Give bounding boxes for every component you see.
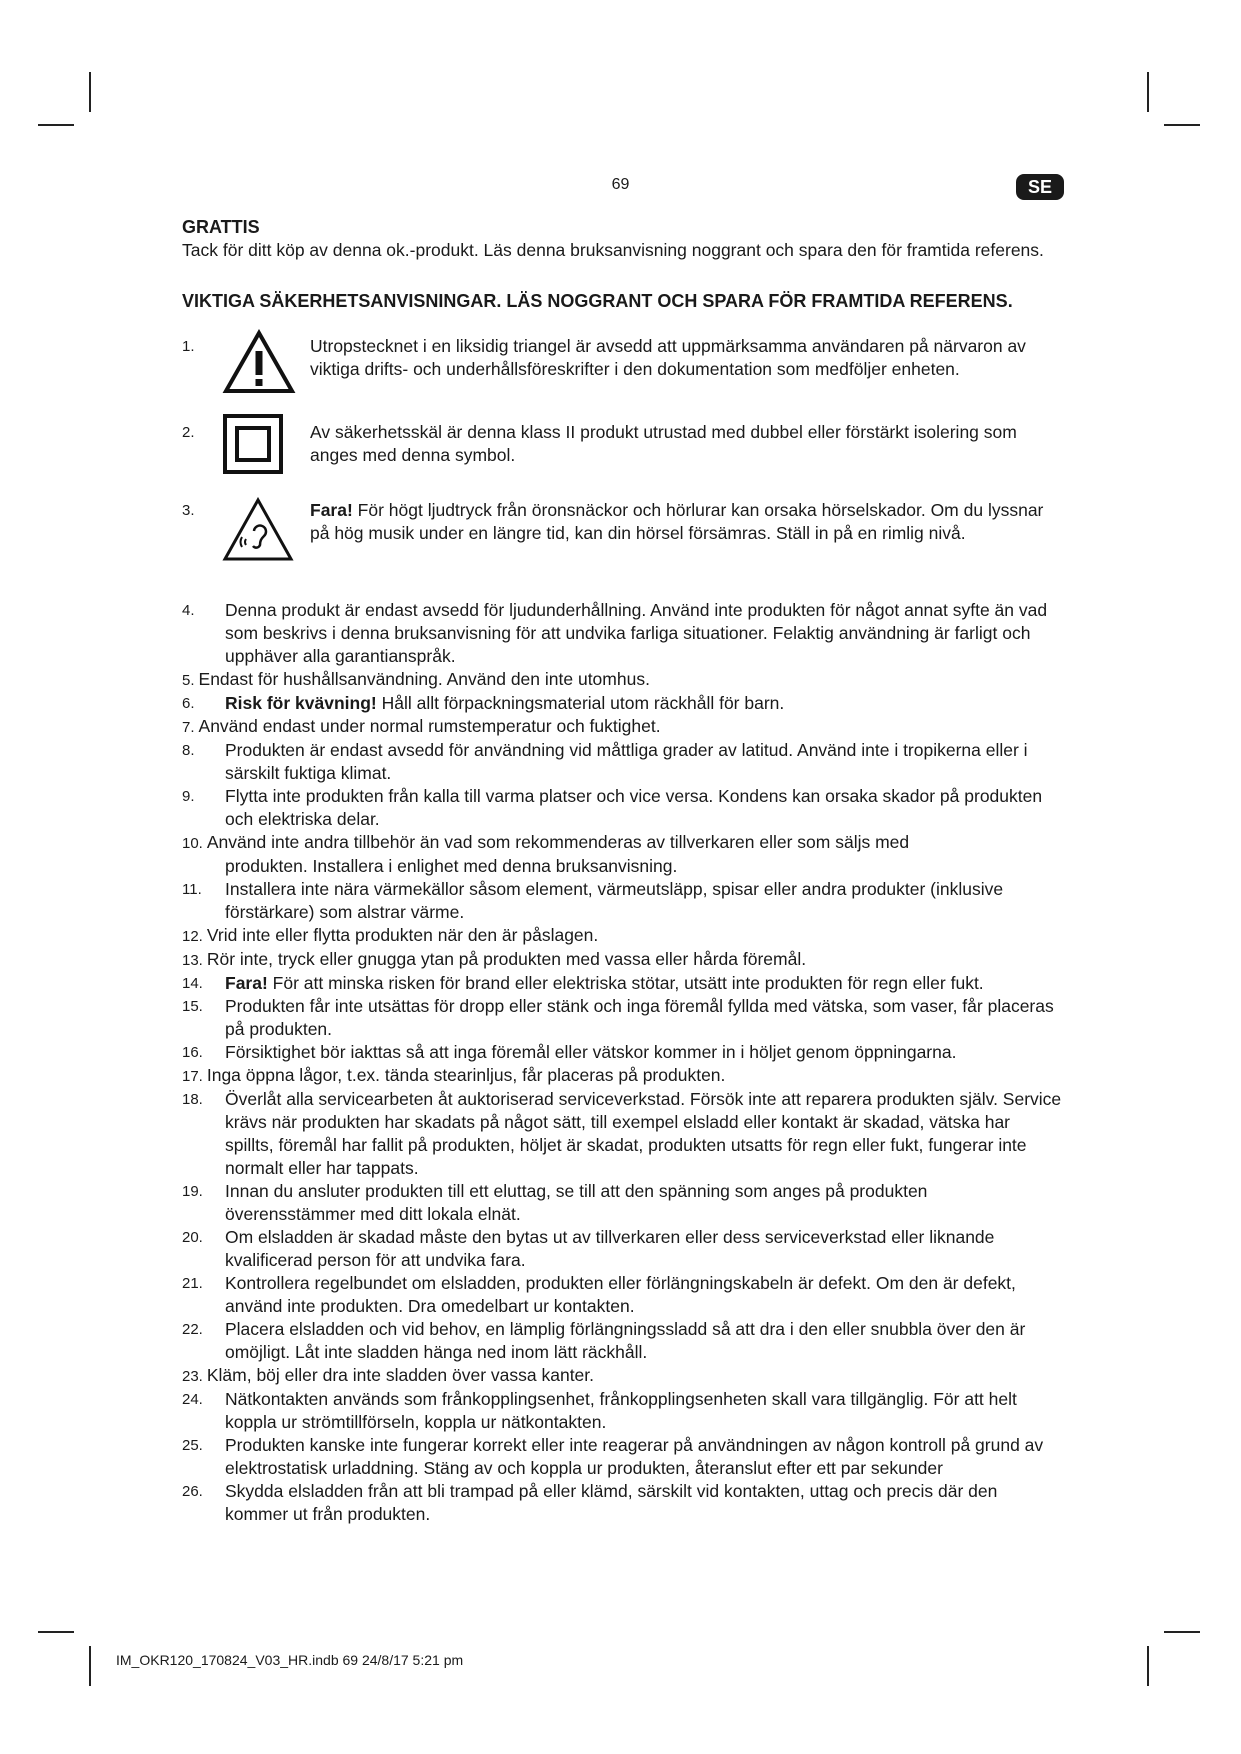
item-text: Håll allt förpackningsmaterial utom räckhåll för barn.	[376, 693, 785, 713]
item-text: Skydda elsladden från att bli trampad på eller klämd, särskilt vid kontakten, uttag och precis där den kommer ut från produkten.	[225, 1481, 998, 1524]
crop-mark	[1164, 124, 1200, 126]
list-item	[182, 1272, 1062, 1318]
item-number: 20.	[182, 1229, 203, 1246]
language-badge: SE	[1016, 174, 1064, 200]
item-text: För att minska risken för brand eller elektriska stötar, utsätt inte produkten för regn eller fukt.	[267, 973, 984, 993]
item-number: 2.	[182, 424, 195, 441]
list-item	[182, 1480, 1062, 1526]
item-number: 7.	[182, 719, 195, 736]
crop-mark	[38, 124, 74, 126]
item-text: Placera elsladden och vid behov, en lämplig förlängningssladd så att dra i den eller snubbla över den är omöjligt. Låt inte sladden hänga ned inom lätt räckhåll.	[225, 1319, 1026, 1362]
item-number: 1.	[182, 338, 195, 355]
crop-mark	[89, 72, 91, 112]
page-number: 69	[611, 176, 630, 193]
intro-title: GRATTIS	[182, 217, 260, 237]
item-number: 16.	[182, 1044, 203, 1061]
crop-mark	[89, 1646, 91, 1686]
list-item	[182, 972, 1062, 995]
item-text: För högt ljudtryck från öronsnäckor och hörlurar kan orsaka hörselskador. Om du lyssnar på hög musik under en längre tid, kan din hörsel försämras. Ställ in på en rimlig nivå.	[310, 500, 1044, 543]
item-number: 26.	[182, 1483, 203, 1500]
list-item	[182, 948, 1062, 972]
item-text: Överlåt alla servicearbeten åt auktoriserad serviceverkstad. Försök inte att reparera produkten själv. Service krävs när produkten har skadats på något sätt, till exempel elsladd eller kontakt är skadad, vätska har spillts, föremål har fallit på produkten, höljet är skadat, produkten utsatts för regn eller fukt, fungerar inte normalt eller har tappats.	[225, 1089, 1062, 1178]
item-number: 22.	[182, 1321, 203, 1338]
item-number: 25.	[182, 1437, 203, 1454]
item-number: 14.	[182, 975, 203, 992]
list-item	[182, 1064, 1062, 1088]
list-item	[182, 995, 1062, 1041]
item-text: Rör inte, tryck eller gnugga ytan på produkten med vassa eller hårda föremål.	[206, 949, 807, 969]
item-text: Produkten får inte utsättas för dropp eller stänk och inga föremål fyllda med vätska, som vaser, får placeras på produkten.	[225, 996, 1054, 1039]
item-text: Kläm, böj eller dra inte sladden över vassa kanter.	[206, 1365, 595, 1385]
item-number: 10.	[182, 835, 203, 852]
item-number: 24.	[182, 1391, 203, 1408]
document-body	[182, 216, 1062, 1526]
item-text: Produkten är endast avsedd för användning vid måttliga grader av latitud. Använd inte i tropikerna eller i särskilt fuktiga klimat.	[225, 740, 1028, 783]
crop-mark	[1164, 1631, 1200, 1633]
print-slug: IM_OKR120_170824_V03_HR.indb 69 24/8/17 5:21 pm	[116, 1652, 464, 1668]
item-text: Installera inte nära värmekällor såsom element, värmeutsläpp, spisar eller andra produkter (inklusive förstärkare) som alstrar värme.	[225, 879, 1004, 922]
warning-triangle-icon	[222, 329, 296, 395]
item-number: 8.	[182, 742, 195, 759]
item-text: Använd inte andra tillbehör än vad som rekommenderas av tillverkaren eller som säljs med	[206, 832, 910, 852]
item-text: Kontrollera regelbundet om elsladden, produkten eller förlängningskabeln är defekt. Om den är defekt, använd inte produkten. Dra omedelbart ur kontakten.	[225, 1273, 1016, 1316]
item-text: Produkten kanske inte fungerar korrekt eller inte reagerar på användningen av någon kontroll på grund av elektrostatisk urladdning. Stäng av och koppla ur produkten, återanslut efter ett par sekunder	[225, 1435, 1044, 1478]
list-item	[182, 1388, 1062, 1434]
list-item	[182, 692, 1062, 715]
warning-label: Risk för kvävning!	[225, 693, 377, 713]
list-item	[182, 785, 1062, 831]
item-text: Utropstecknet i en liksidig triangel är avsedd att uppmärksamma användaren på närvaron av viktiga drifts- och underhållsföreskrifter i den dokumentation som medföljer enheten.	[310, 336, 1026, 379]
list-item	[182, 1041, 1062, 1064]
intro-text: Tack för ditt köp av denna ok.-produkt. Läs denna bruksanvisning noggrant och spara den för framtida referens.	[182, 240, 1044, 260]
item-number: 6.	[182, 695, 195, 712]
item-text: Av säkerhetsskäl är denna klass II produkt utrustad med dubbel eller förstärkt isolering som anges med denna symbol.	[310, 422, 1017, 465]
item-number: 13.	[182, 952, 203, 969]
item-text: Om elsladden är skadad måste den bytas ut av tillverkaren eller dess serviceverkstad eller liknande kvalificerad person för att undvika fara.	[225, 1227, 995, 1270]
list-item	[182, 924, 1062, 948]
list-item	[182, 499, 1062, 587]
item-text: Endast för hushållsanvändning. Använd den inte utomhus.	[198, 669, 650, 689]
item-text-continued: produkten. Installera i enlighet med denna bruksanvisning.	[225, 856, 678, 876]
item-text: Innan du ansluter produkten till ett eluttag, se till att den spänning som anges på produkten överensstämmer med ditt lokala elnät.	[225, 1181, 928, 1224]
class-ii-double-square-icon	[222, 413, 284, 475]
item-number: 3.	[182, 502, 195, 519]
list-item	[182, 739, 1062, 785]
list-item	[182, 599, 1062, 668]
crop-mark	[1147, 72, 1149, 112]
item-number: 4.	[182, 602, 195, 619]
list-item	[182, 1180, 1062, 1226]
crop-mark	[1147, 1646, 1149, 1686]
item-number: 15.	[182, 998, 203, 1015]
item-number: 17.	[182, 1068, 203, 1085]
item-text: Denna produkt är endast avsedd för ljudunderhållning. Använd inte produkten för något annat syfte än vad som beskrivs i denna bruksanvisning för att undvika farliga situationer. Felaktig användning är farligt och upphäver alla garantianspråk.	[225, 600, 1048, 666]
item-text: Flytta inte produkten från kalla till varma platser och vice versa. Kondens kan orsaka skador på produkten och elektriska delar.	[225, 786, 1043, 829]
list-item	[182, 715, 1062, 739]
crop-mark	[38, 1631, 74, 1633]
danger-label: Fara!	[225, 973, 268, 993]
item-text: Använd endast under normal rumstemperatur och fuktighet.	[198, 716, 661, 736]
item-text: Vrid inte eller flytta produkten när den är påslagen.	[206, 925, 599, 945]
item-number: 11.	[182, 881, 202, 898]
item-number: 19.	[182, 1183, 203, 1200]
item-number: 23.	[182, 1368, 203, 1385]
item-number: 21.	[182, 1275, 203, 1292]
list-item	[182, 1226, 1062, 1272]
item-text: Försiktighet bör iakttas så att inga föremål eller vätskor kommer in i höljet genom öppningarna.	[225, 1042, 957, 1062]
list-item	[182, 878, 1062, 924]
list-item	[182, 668, 1062, 692]
list-item	[182, 1434, 1062, 1480]
item-number: 18.	[182, 1091, 203, 1108]
item-number: 9.	[182, 788, 195, 805]
list-item	[182, 831, 1062, 878]
hearing-damage-icon	[222, 497, 294, 563]
item-text: Inga öppna lågor, t.ex. tända stearinljus, får placeras på produkten.	[206, 1065, 726, 1085]
danger-label: Fara!	[310, 500, 353, 520]
list-item	[182, 335, 1062, 409]
list-item	[182, 421, 1062, 491]
list-item	[182, 1364, 1062, 1388]
item-number: 5.	[182, 672, 195, 689]
item-number: 12.	[182, 928, 203, 945]
list-item	[182, 1088, 1062, 1180]
safety-heading: VIKTIGA SÄKERHETSANVISNINGAR. LÄS NOGGRANT OCH SPARA FÖR FRAMTIDA REFERENS.	[182, 291, 1013, 311]
item-text: Nätkontakten används som frånkopplingsenhet, frånkopplingsenheten skall vara tillgänglig. För att helt koppla ur strömtillförseln, koppla ur nätkontakten.	[225, 1389, 1017, 1432]
safety-list	[182, 599, 1062, 1526]
list-item	[182, 1318, 1062, 1364]
